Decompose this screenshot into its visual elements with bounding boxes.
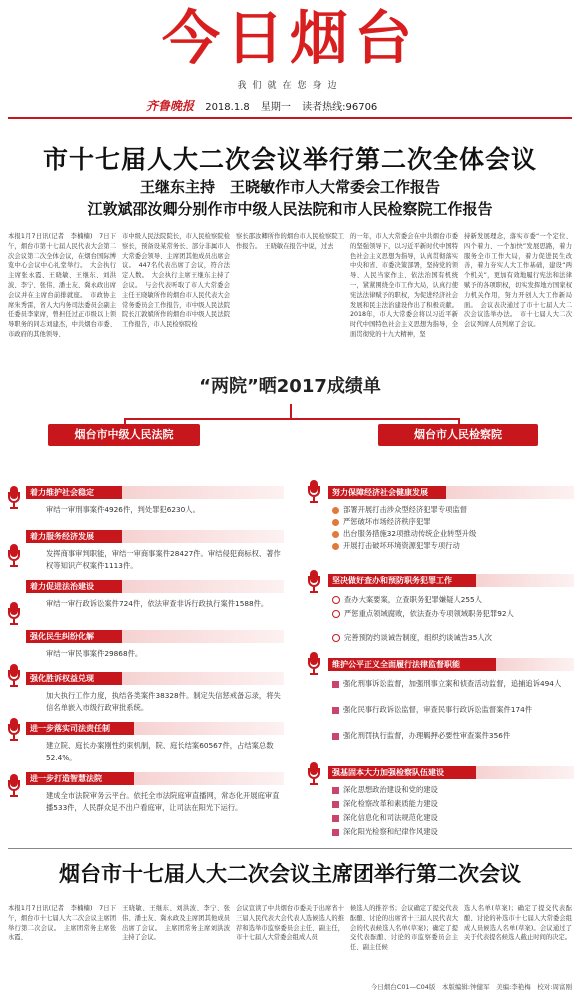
label-bar [122,580,284,593]
article-column: 本报1月7日讯(记者 李楠楠) 7日下午，烟台市十七届人大二次会议主席团举行第二次会议。 主席团常务主席张永霞、 [8,905,116,942]
microphone-icon [8,664,20,688]
article-column: 选人名单(草案)；确定了提交代表酝酿、讨论的补选市十七届人大常委会组成人员候选人名单(草案)。会议通过了关于代表提名候选人截止时间的决定。 [464,905,572,942]
court-section-text: 加大执行工作力度，执结各类案件38328件。制定失信惩戒备忘录，将失信名单嵌入市级行政审批系统。 [46,691,281,712]
court-section-text: 审结一审民事案件29868件。 [46,649,143,658]
court-section-label: 强化胜诉权益兑现 [26,672,122,685]
court-section-text: 发挥商事审判职能，审结一审商事案件28427件。审结侵犯商标权、著作权等知识产权案件1113件。 [46,549,281,570]
label-bar [476,574,574,587]
microphone-icon [308,480,320,504]
label-bar [496,658,574,671]
court-section-label: 着力促进法治建设 [26,580,122,593]
article-column: 的一年，市人大常委会在中共烟台市委的坚强领导下，以习近平新时代中国特色社会主义思想为指导，认真贯彻落实中央和省、市委决策部署，坚持党的领导、人民当家作主、依法治国有机统一，紧紧围绕全市工作大局，认真行使宪法法律赋予的职权，为促进经济社会发展和民主法治建设作出了积极贡献。2018年，市人大常委会将以习近平新时代中国特色社会主义思想为指导，全面贯彻党的十九大精神，坚 [350,233,458,338]
square-bullet-icon [332,707,339,714]
list-item: 深化阳光检察和纪律作风建设 [332,826,572,837]
article-body-2 [8,904,572,980]
square-bullet-icon [332,815,339,822]
list-item: 强化刑事诉讼监督，加强刑事立案和侦查活动监督，追捕追诉494人 [332,678,572,689]
square-bullet-icon [332,733,339,740]
list-item: 强化刑罚执行监督，办理羁押必要性审查案件356件 [332,730,572,741]
page-footer: 今日烟台C01—C04版 本版编辑:钟健军 美编:李艳梅 校对:周富刚 [370,983,572,991]
list-item: 严惩重点领域腐败，依法查办专项领域职务犯罪92人 [332,608,572,619]
check-icon [332,596,340,604]
section-divider [8,848,572,849]
square-bullet-icon [332,829,339,836]
issue-date: 2018.1.8 [205,102,250,113]
article-column: 察长邵汝卿所作的烟台市人民检察院工作报告。 王晓敏在报告中说，过去 [236,233,344,250]
label-bar [122,672,284,685]
microphone-icon [8,602,20,626]
square-bullet-icon [332,787,339,794]
list-item: 开展打击破坏环境资源犯罪专项行动 [332,540,572,551]
label-bar [122,486,284,499]
main-headline: 市十七届人大二次会议举行第二次全体会议 [42,145,537,174]
masthead [0,0,580,118]
court-section-text: 审结一审行政诉讼案件724件，依法审查非诉行政执行案件1588件。 [46,599,269,608]
reader-hotline: 读者热线:96706 [302,102,378,113]
court-section-label: 着力服务经济发展 [26,530,122,543]
list-item: 完善预防约谈诫告制度，组织约谈诫告35人次 [332,632,572,643]
square-bullet-icon [332,801,339,808]
court-panel [6,452,290,842]
label-bar [134,722,284,735]
bullet-icon [332,519,339,526]
bullet-icon [332,543,339,550]
masthead-rule [8,117,572,119]
masthead-info [146,97,385,114]
article-column: 候选人的推荐书；会议确定了提交代表酝酿、讨论的出席省十三届人民代表大会的代表候选人名单(草案)；确定了提交代表酝酿、讨论的市监察委员会主任、副主任候 [350,905,458,952]
microphone-icon [308,762,320,786]
court-section-label: 着力维护社会稳定 [26,486,122,499]
article-body-1 [8,232,572,338]
newspaper-slogan: 我们就在您身边 [237,81,343,91]
label-bar [122,630,284,643]
check-icon [332,634,340,642]
bullet-icon [332,507,339,514]
list-item: 出台服务措施32项推动传统企业转型升级 [332,528,572,539]
article-column: 王晓敏、王继东、刘洪波、李宁、张伟、潘士友、冀永政及主席团其他成员出席了会议。 主席团常务主席刘洪波主持了会议。 [122,905,230,942]
article-column: 会议宣读了中共烟台市委关于出席省十三届人民代表大会代表人选候选人的推荐和选举市监察委员会主任、副主任，市十七届人大常委会组成人员 [236,905,344,942]
tree-connector [124,418,460,420]
label-bar [122,530,284,543]
list-item: 查办大案要案，立查职务犯罪嫌疑人255人 [332,594,572,605]
second-headline: 烟台市十七届人大二次会议主席团举行第二次会议 [59,862,521,886]
microphone-icon [8,486,20,510]
tree-connector [290,404,292,418]
newspaper-title: 今日烟台 [161,4,418,72]
court-title: 烟台市中级人民法院 [48,424,200,446]
bullet-icon [332,531,339,538]
list-item: 深化信息化和司法规范化建设 [332,812,572,823]
court-section-label: 进一步打造智慧法院 [26,772,134,785]
microphone-icon [8,718,20,742]
label-bar [446,486,574,499]
procuratorate-section-label: 强基固本大力加强检察队伍建设 [328,766,476,779]
label-bar [134,772,284,785]
list-item: 强化民事行政诉讼监督，审查民事行政诉讼监督案件174件 [332,704,572,715]
article-column: 持新发展理念，落实市委“一个定位、四个着力、一个加快”发展思路，着力服务全市工作大局，着力促进民生改善，着力夯实人大工作基础，建设“两个机关”，更加有效地履行宪法和法律赋予的各项职权，切实发挥地方国家权力机关作用，努力开创人大工作新局面。 会议表决通过了市十七届人大二次会议选举办法。 市十七届人大二次会议列席人员列席了会议。 [464,233,572,329]
check-icon [332,610,340,618]
list-item: 部署开展打击涉众型经济犯罪专项监督 [332,504,572,515]
list-item: 严惩破坏市场经济秩序犯罪 [332,516,572,527]
article-column: 市中级人民法院院长，市人民检察院检察长，预备设某常务长、部分非属市人大常委会领导、主席团其他成员出席会议。 447名代表出席了会议，符合法定人数。 大会执行主席王继东主持了会议。 与会代表听取了市人大常委会主任王晓敏所作的烟台市人民代表大会常务委员会工作报告，市中级人民法院院长江敦斌所作的烟台市中级人民法院工作报告，市人民检察院检 [122,233,230,329]
microphone-icon [308,570,320,594]
procuratorate-section-label: 维护公平正义全面履行法律监督职能 [328,658,496,671]
procuratorate-section-label: 努力保障经济社会健康发展 [328,486,446,499]
issue-weekday: 星期一 [260,102,291,113]
procuratorate-panel [300,452,576,842]
court-section-text: 审结一审刑事案件4926件，判处罪犯6230人。 [46,505,200,514]
summary-title: “两院”晒2017成绩单 [199,376,381,397]
court-section-text: 建成全市法院审务云平台。依托全市法院庭审直播网，常态化开展庭审直播533件，人民群众足不出户看庭审，让司法在阳光下运行。 [46,791,280,812]
label-bar [476,766,574,779]
list-item: 深化思想政治建设和党的建设 [332,784,572,795]
microphone-icon [8,774,20,798]
sub-headline-1: 王继东主持 王晓敏作市人大常委会工作报告 [139,178,440,196]
court-section-label: 强化民生纠纷化解 [26,630,122,643]
microphone-icon [8,544,20,568]
microphone-icon [308,652,320,676]
sub-headline-2: 江敦斌邵汝卿分别作市中级人民法院和市人民检察院工作报告 [87,200,493,218]
brand-logo: 齐鲁晚报 [146,99,195,113]
procuratorate-section-label: 坚决做好查办和预防职务犯罪工作 [328,574,476,587]
article-column: 本报1月7日讯(记者 李楠楠) 7日下午，烟台市第十七届人民代表大会第二次会议第二次全体会议，在烟台国际博览中心会议中心礼堂举行。 大会执行主席张永霞、王晓敏、王继东、刘洪波、李宁、张伟、潘士友、冀永政出席会议并在主席台前排就座。 市政协主席朱秀雷，省人大内务司法委员会副主任委员李家席，曾担任过正市级以上领导职务的同志刘建杰，中共烟台市委、市政府的其他领导、 [8,233,116,338]
list-item: 深化检察改革和素质能力建设 [332,798,572,809]
court-section-text: 建立院、庭长办案刚性约束机制，院、庭长结案60567件，占结案总数52.4%。 [46,741,274,762]
square-bullet-icon [332,681,339,688]
court-section-label: 进一步落实司法责任制 [26,722,134,735]
procuratorate-title: 烟台市人民检察院 [378,424,538,446]
